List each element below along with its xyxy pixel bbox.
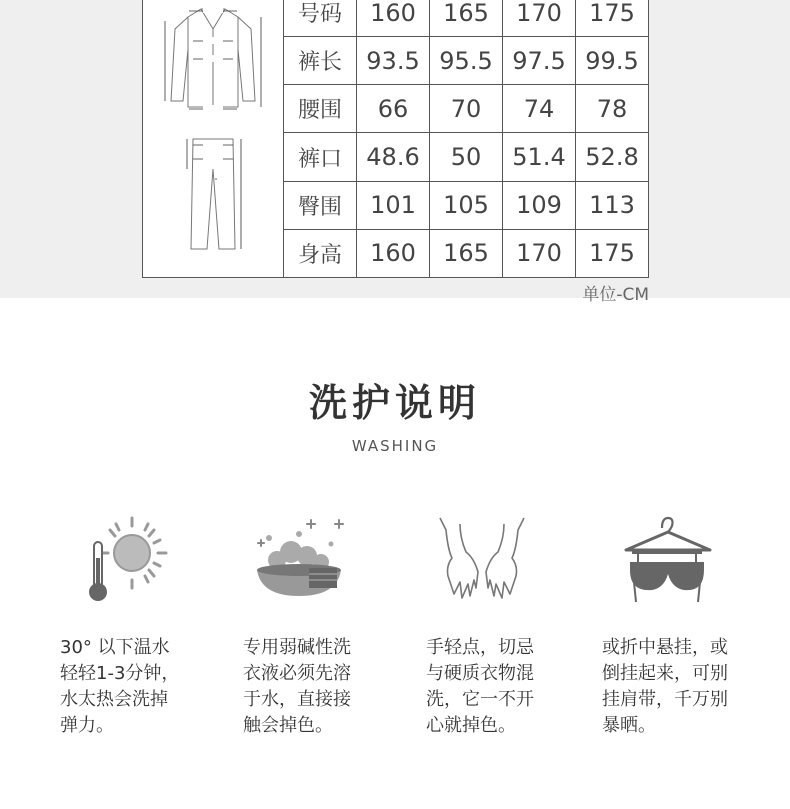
care-text: 30° 以下温水 轻轻1-3分钟， 水太热会洗掉 弹力。 bbox=[60, 637, 180, 736]
care-item-detergent bbox=[243, 510, 403, 736]
size-cell: 52.8 bbox=[576, 133, 649, 181]
care-item-temperature bbox=[60, 510, 220, 736]
table-row bbox=[143, 0, 649, 37]
unit-note: 单位-CM bbox=[582, 285, 649, 305]
row-label: 身高 bbox=[284, 229, 357, 277]
care-item-hanging bbox=[602, 510, 762, 736]
size-cell: 99.5 bbox=[576, 37, 649, 85]
size-cell: 109 bbox=[503, 181, 576, 229]
size-cell: 113 bbox=[576, 181, 649, 229]
size-cell: 175 bbox=[576, 0, 649, 37]
garment-diagram bbox=[143, 0, 284, 278]
size-cell: 165 bbox=[430, 0, 503, 37]
size-cell: 175 bbox=[576, 229, 649, 277]
size-cell: 74 bbox=[503, 85, 576, 133]
size-table bbox=[142, 0, 649, 278]
size-cell: 170 bbox=[503, 229, 576, 277]
row-label: 裤长 bbox=[284, 37, 357, 85]
size-cell: 48.6 bbox=[357, 133, 430, 181]
size-cell: 50 bbox=[430, 133, 503, 181]
care-text: 专用弱碱性洗 衣液必须先溶 于水，直接接 触会掉色。 bbox=[243, 637, 351, 736]
row-label: 裤口 bbox=[284, 133, 357, 181]
size-cell: 97.5 bbox=[503, 37, 576, 85]
size-chart-section bbox=[0, 0, 790, 305]
washing-title: 洗护说明 bbox=[308, 381, 481, 425]
size-cell: 165 bbox=[430, 229, 503, 277]
care-text: 或折中悬挂，或 倒挂起来，可别 挂肩带，千万别 暴晒。 bbox=[602, 637, 728, 736]
row-label: 腰围 bbox=[284, 85, 357, 133]
size-cell: 93.5 bbox=[357, 37, 430, 85]
size-cell: 95.5 bbox=[430, 37, 503, 85]
row-label: 臀围 bbox=[284, 181, 357, 229]
size-cell: 66 bbox=[357, 85, 430, 133]
hands-icon bbox=[426, 510, 536, 610]
washing-subtitle: WASHING bbox=[351, 437, 439, 455]
size-cell: 101 bbox=[357, 181, 430, 229]
hanger-icon bbox=[612, 510, 722, 610]
size-cell: 105 bbox=[430, 181, 503, 229]
care-item-handwash bbox=[426, 510, 586, 736]
row-label: 号码 bbox=[284, 0, 357, 37]
size-cell: 160 bbox=[357, 0, 430, 37]
thermometer-sun-icon bbox=[80, 510, 190, 610]
size-cell: 70 bbox=[430, 85, 503, 133]
size-cell: 78 bbox=[576, 85, 649, 133]
wash-basin-icon bbox=[243, 510, 353, 610]
size-cell: 170 bbox=[503, 0, 576, 37]
size-cell: 160 bbox=[357, 229, 430, 277]
size-cell: 51.4 bbox=[503, 133, 576, 181]
care-text: 手轻点，切忌 与硬质衣物混 洗，它一不开 心就掉色。 bbox=[426, 637, 534, 736]
pajama-measurement-diagram bbox=[143, 0, 283, 271]
